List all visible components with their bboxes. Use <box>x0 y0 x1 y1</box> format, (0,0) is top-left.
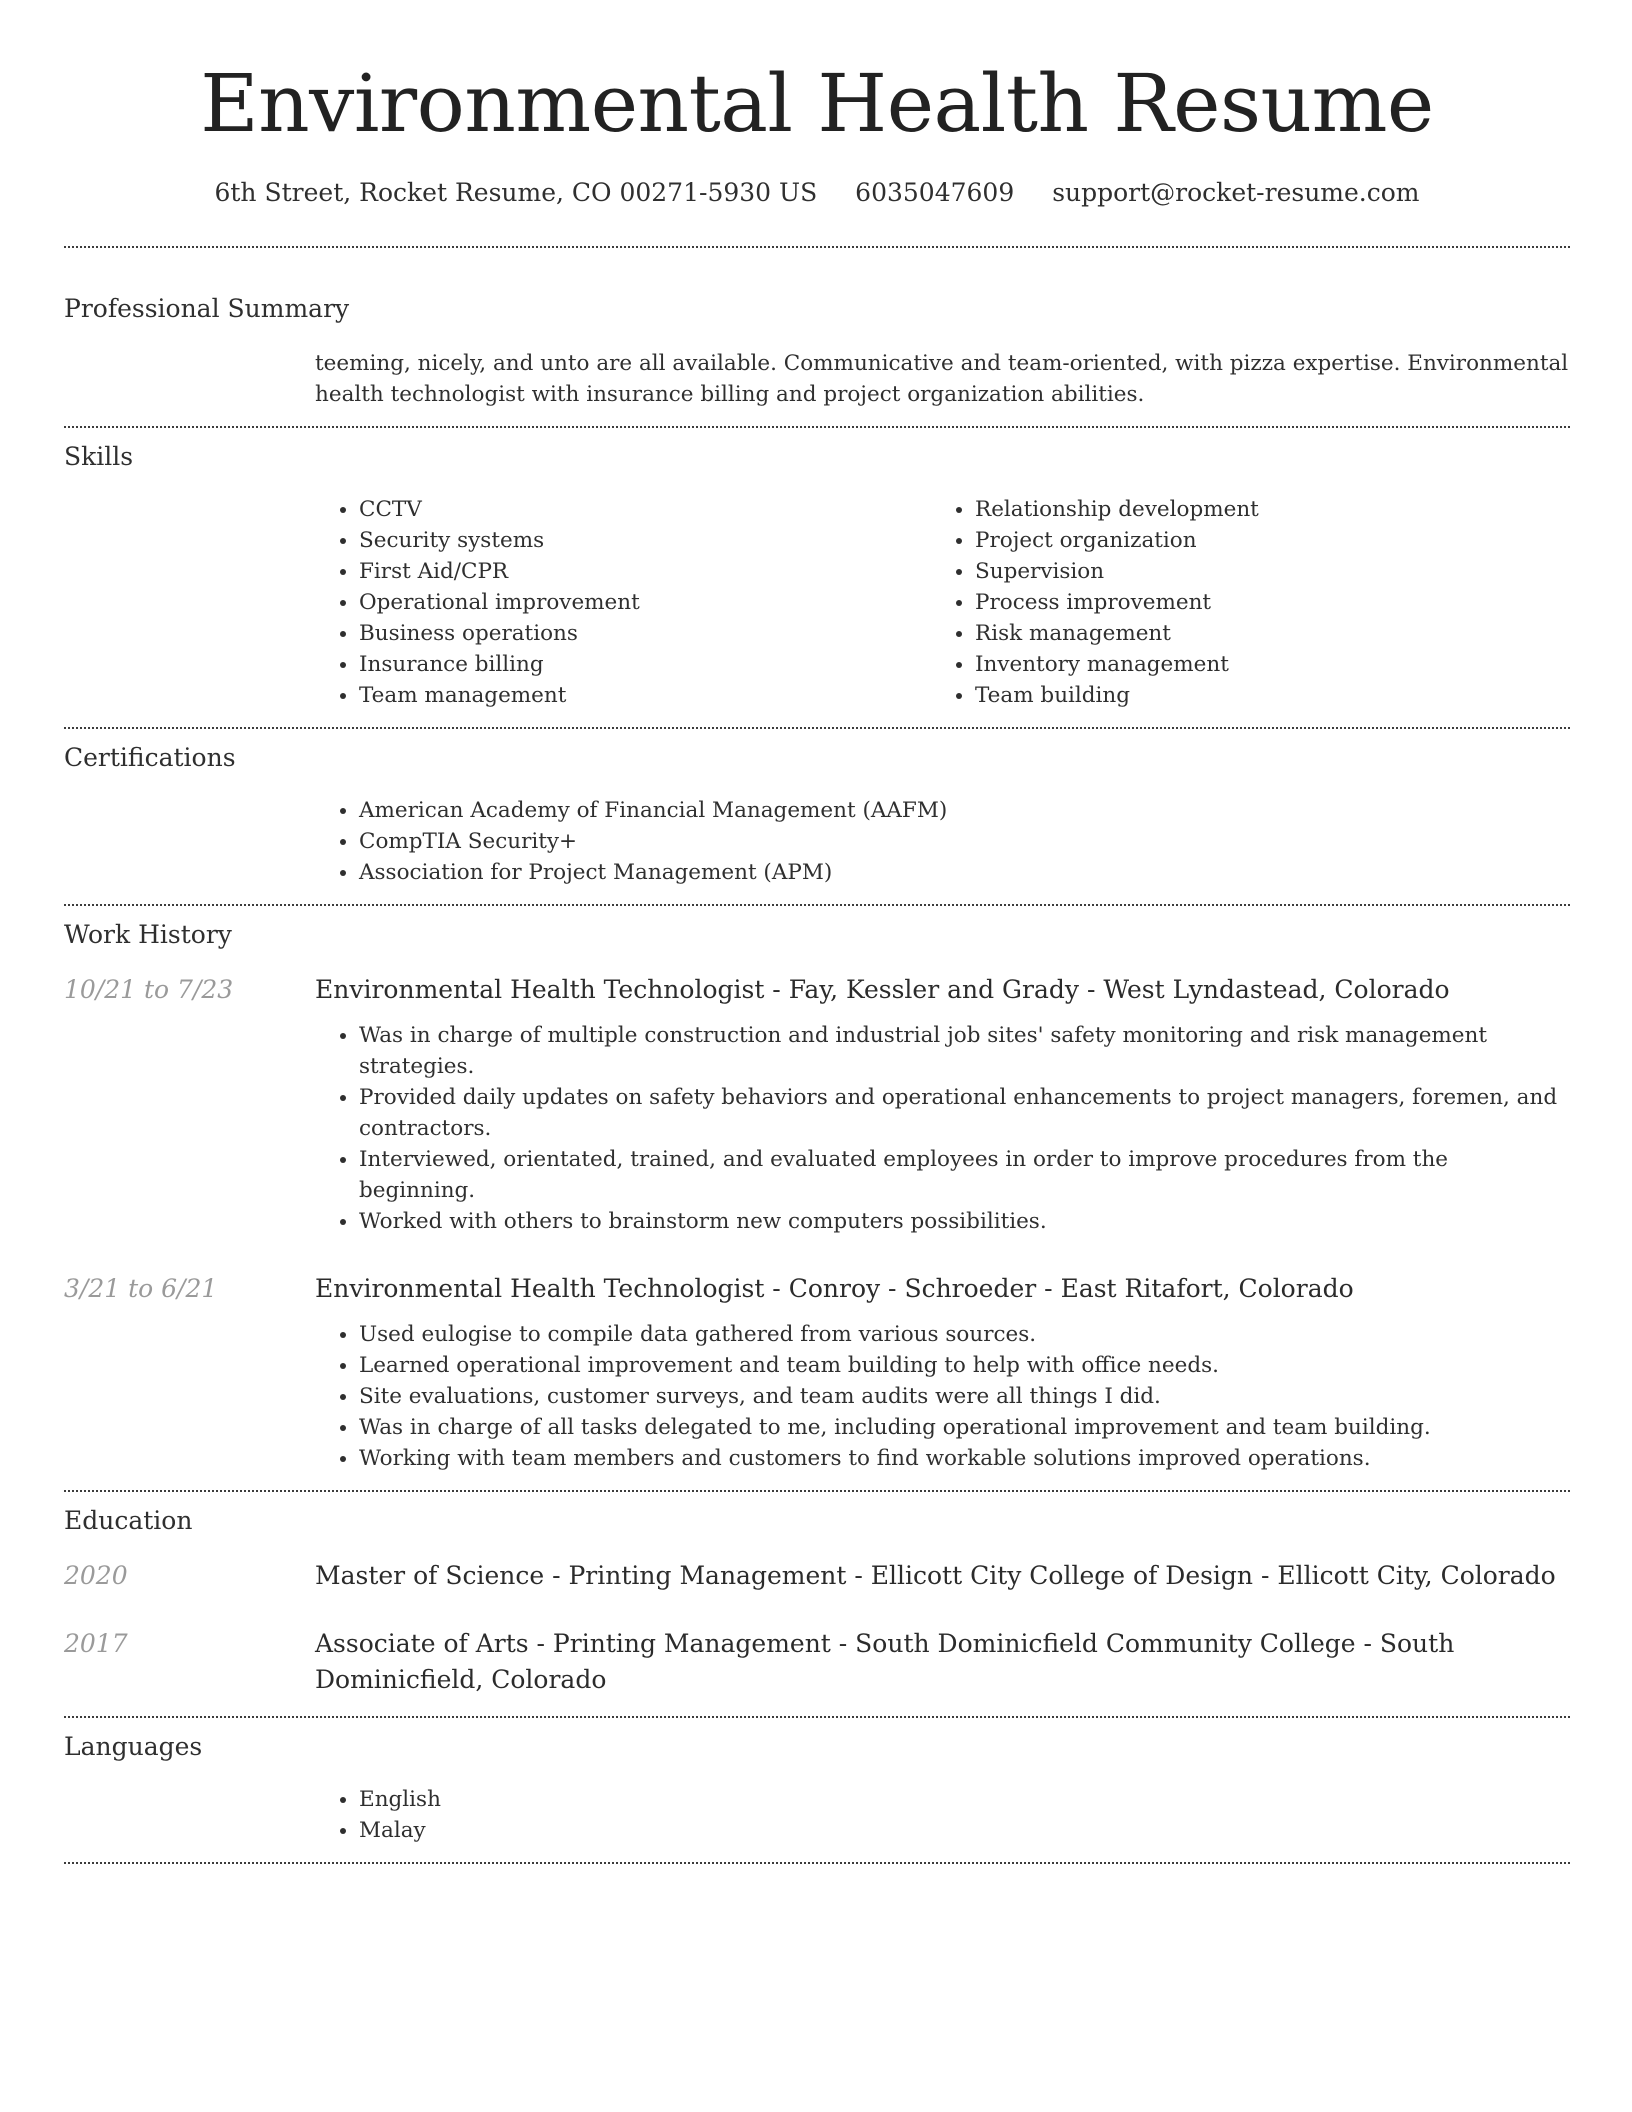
divider <box>64 1490 1570 1492</box>
job-entry <box>64 1271 1570 1474</box>
skill-item: • Relationship development <box>975 494 1547 525</box>
job-bullet: • Worked with others to brainstorm new computers possibilities. <box>359 1206 1570 1237</box>
contact-phone: 6035047609 <box>855 178 1015 207</box>
section-skills <box>64 440 1570 711</box>
section-title: Languages <box>64 1732 203 1761</box>
education-entry <box>64 1558 1570 1594</box>
education-entry <box>64 1626 1570 1698</box>
section-professional-summary <box>64 292 1570 410</box>
languages-list-block <box>315 1784 1570 1846</box>
job-bullet: • Interviewed, orientated, trained, and evaluated employees in order to improve procedures from the beginning. <box>359 1144 1570 1206</box>
job-heading: Environmental Health Technologist - Fay, Kessler and Grady - West Lyndastead, Colorado <box>315 975 1450 1004</box>
certification-item: • American Academy of Financial Management (AAFM) <box>359 795 1570 826</box>
summary-text-block <box>315 348 1570 410</box>
contact-line <box>64 176 1570 210</box>
skill-item: • Security systems <box>359 525 931 556</box>
skills-column-right <box>931 494 1547 711</box>
summary-text: teeming, nicely, and unto are all available. Communicative and team-oriented, with pizza expertise. Environmental health technologist with insurance billing and project organization abilities. <box>315 351 1569 407</box>
certifications-list-block <box>315 795 1570 888</box>
job-bullet: • Was in charge of all tasks delegated to me, including operational improvement and team building. <box>359 1412 1570 1443</box>
job-bullet: • Site evaluations, customer surveys, and team audits were all things I did. <box>359 1381 1570 1412</box>
section-title: Certifications <box>64 743 236 772</box>
divider <box>64 246 1570 248</box>
job-bullets <box>315 1319 1570 1474</box>
contact-email: support@rocket-resume.com <box>1052 178 1420 207</box>
job-bullet: • Learned operational improvement and team building to help with office needs. <box>359 1350 1570 1381</box>
job-entry <box>64 972 1570 1237</box>
job-dates: 3/21 to 6/21 <box>64 1274 218 1303</box>
skill-item: • Supervision <box>975 556 1547 587</box>
section-title: Skills <box>64 442 134 471</box>
section-languages <box>64 1730 1570 1846</box>
skill-item: • Team building <box>975 680 1547 711</box>
job-bullet: • Was in charge of multiple construction and industrial job sites' safety monitoring and risk management strategies. <box>359 1020 1570 1082</box>
skill-item: • Insurance billing <box>359 649 931 680</box>
section-education <box>64 1504 1570 1698</box>
skill-item: • Inventory management <box>975 649 1547 680</box>
section-work-history <box>64 918 1570 1474</box>
language-item: • English <box>359 1784 1570 1815</box>
education-year: 2017 <box>64 1629 128 1658</box>
section-title: Work History <box>64 920 232 949</box>
skill-item: • Team management <box>359 680 931 711</box>
section-title: Education <box>64 1506 193 1535</box>
education-heading: Master of Science - Printing Management - Ellicott City College of Design - Ellicott City, Colorado <box>315 1561 1556 1590</box>
divider <box>64 1862 1570 1864</box>
section-certifications <box>64 741 1570 888</box>
skill-item: • Risk management <box>975 618 1547 649</box>
language-item: • Malay <box>359 1815 1570 1846</box>
certification-item: • CompTIA Security+ <box>359 826 1570 857</box>
skill-item: • Operational improvement <box>359 587 931 618</box>
job-bullets <box>315 1020 1570 1237</box>
divider <box>64 904 1570 906</box>
skill-item: • Process improvement <box>975 587 1547 618</box>
job-bullet: • Used eulogise to compile data gathered from various sources. <box>359 1319 1570 1350</box>
education-heading: Associate of Arts - Printing Management - South Dominicfield Community College - South Dominicfield, Colorado <box>315 1629 1455 1694</box>
job-dates: 10/21 to 7/23 <box>64 975 234 1004</box>
skill-item: • Business operations <box>359 618 931 649</box>
divider <box>64 1716 1570 1718</box>
skills-column-left <box>315 494 931 711</box>
job-heading: Environmental Health Technologist - Conroy - Schroeder - East Ritafort, Colorado <box>315 1274 1354 1303</box>
skill-item: • CCTV <box>359 494 931 525</box>
certification-item: • Association for Project Management (APM) <box>359 857 1570 888</box>
resume-page <box>64 0 1570 1864</box>
job-bullet: • Working with team members and customers to find workable solutions improved operations. <box>359 1443 1570 1474</box>
divider <box>64 727 1570 729</box>
skill-item: • Project organization <box>975 525 1547 556</box>
skill-item: • First Aid/CPR <box>359 556 931 587</box>
skills-columns <box>315 494 1570 711</box>
divider <box>64 426 1570 428</box>
section-title: Professional Summary <box>64 294 350 323</box>
education-year: 2020 <box>64 1561 128 1590</box>
resume-title: Environmental Health Resume <box>200 57 1434 150</box>
contact-address: 6th Street, Rocket Resume, CO 00271-5930 US <box>214 178 818 207</box>
job-bullet: • Provided daily updates on safety behaviors and operational enhancements to project managers, foremen, and contractors. <box>359 1082 1570 1144</box>
